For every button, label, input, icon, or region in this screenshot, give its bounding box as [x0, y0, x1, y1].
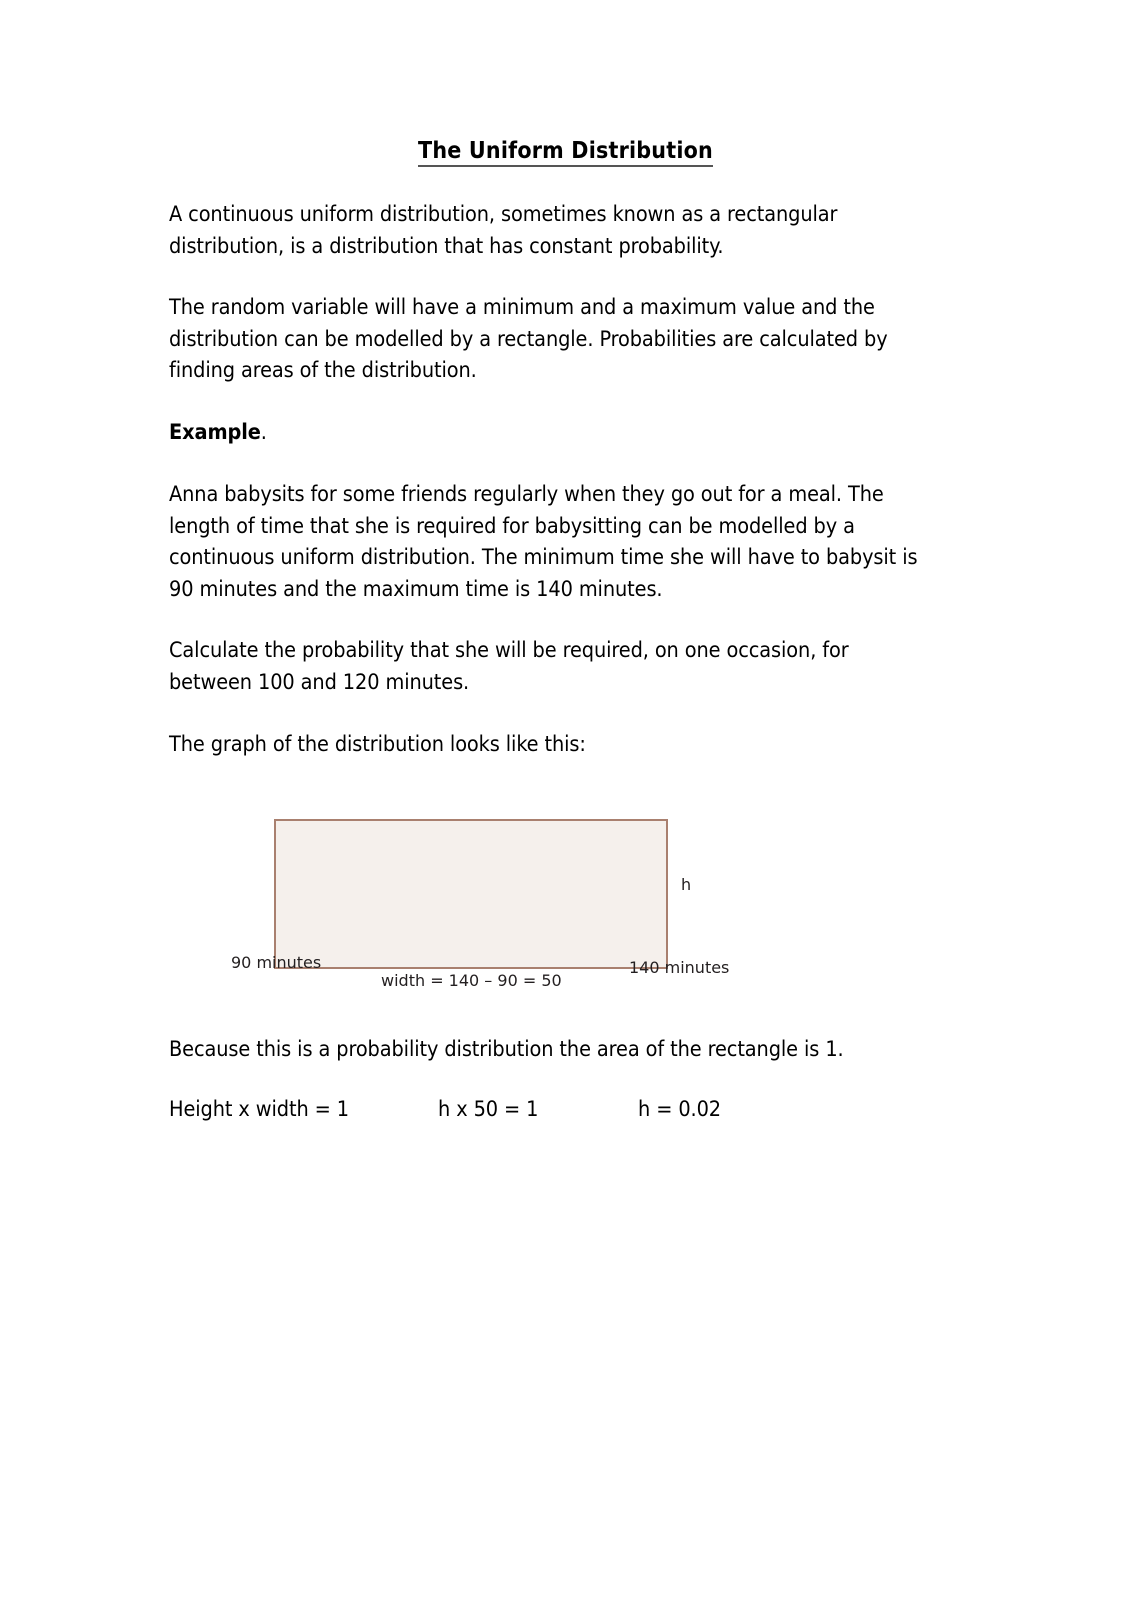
heading-example-word: Example [169, 420, 261, 445]
heading-example-period: . [260, 420, 267, 445]
axis-label-minimum: 90 minutes [231, 953, 322, 972]
rectangle-width-label: width = 140 – 90 = 50 [381, 971, 562, 990]
equation-row [169, 1094, 929, 1126]
paragraph-area-is-one: Because this is a probability distribution the area of the rectangle is 1. [169, 1037, 844, 1062]
paragraph-graph-intro: The graph of the distribution looks like this: [169, 732, 586, 757]
heading-example [169, 417, 267, 449]
rectangle-height-label: h [681, 875, 692, 894]
axis-label-maximum: 140 minutes [629, 958, 730, 977]
equation-h-value: h = 0.02 [638, 1097, 722, 1122]
paragraph-intro: A continuous uniform distribution, sometimes known as a rectangular distribution, is a distribution that has constant probability. [169, 202, 838, 259]
uniform-distribution-figure [0, 800, 1131, 1015]
paragraph-anna-problem: Anna babysits for some friends regularly when they go out for a meal. The length of time that she is required for babysitting can be modelled by a continuous uniform distribution. The minimum time she will have to babysit is 90 minutes and the maximum time is 140 minutes. [169, 482, 918, 602]
equation-height-times-width: Height x width = 1 [169, 1097, 349, 1122]
paragraph-calculate-task: Calculate the probability that she will be required, on one occasion, for between 100 and 120 minutes. [169, 638, 849, 695]
distribution-rectangle [274, 819, 668, 969]
page-title [0, 138, 1131, 164]
page-title-text: The Uniform Distribution [418, 138, 713, 167]
paragraph-random-variable: The random variable will have a minimum and a maximum value and the distribution can be modelled by a rectangle. Probabilities are calculated by finding areas of the distribution. [169, 295, 888, 383]
equation-h-times-50: h x 50 = 1 [438, 1097, 539, 1122]
